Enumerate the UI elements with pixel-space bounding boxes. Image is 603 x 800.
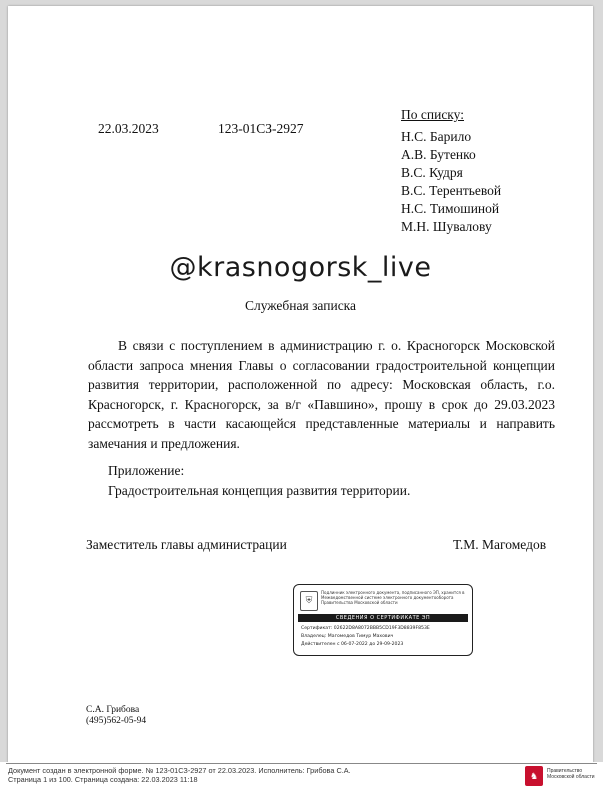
executor-phone: (495)562-05-94	[86, 716, 147, 726]
signatory-name: Т.М. Магомедов	[453, 537, 547, 552]
document-page	[8, 6, 593, 766]
signatory-position: Заместитель главы администрации	[86, 537, 287, 552]
footer-line-1: Документ создан в электронной форме. № 123-01СЗ-2927 от 22.03.2023. Исполнитель: Грибова С.А.	[8, 766, 351, 775]
executor-name: С.А. Грибова	[86, 705, 140, 715]
footer-line-2: Страница 1 из 100. Страница создана: 22.03.2023 11:18	[8, 775, 198, 784]
stamp-band-title: СВЕДЕНИЯ О СЕРТИФИКАТЕ ЭП	[298, 614, 468, 622]
addressee-list-title: По списку:	[401, 107, 464, 122]
stamp-description: Подлинник электронного документа, подписанного ЭП, хранится в Межведомственной системе электронного документооборота Правительства Московской области	[321, 590, 465, 605]
document-title: Служебная записка	[244, 298, 357, 313]
document-footer	[0, 762, 603, 800]
coat-of-arms-icon: ⛨	[300, 591, 318, 611]
stamp-certificate: Сертификат: 02622D8A8072BBB5CD19F3D8839F853E	[301, 626, 430, 631]
addressee: М.Н. Шувалову	[401, 219, 492, 234]
footer-divider	[6, 763, 597, 764]
government-label-line-2: Московской области	[547, 774, 595, 780]
stamp-validity: Действителен с 06-07-2022 до 29-09-2023	[301, 642, 404, 647]
moscow-region-emblem-icon: ♞	[525, 766, 543, 786]
memo-body: В связи с поступлением в администрацию г. о. Красногорск Московской области запроса мнения Главы о согласовании градостроительной концепции развития территории, расположенной по адресу: Московская область, г.о. Красногорск, г. Красногорск, за в/г «Павшино», прошу в срок до 29.03.2023 рассмотреть в части касающейся представленные материалы и направить замечания и предложения.	[88, 338, 555, 451]
addressee: Н.С. Тимошиной	[401, 201, 500, 216]
addressee: В.С. Терентьевой	[401, 183, 502, 198]
stamp-owner: Владелец: Магомедов Тимур Махович	[301, 634, 394, 639]
watermark-text: @krasnogorsk_live	[169, 252, 432, 283]
document-number: 123-01СЗ-2927	[218, 121, 304, 136]
addressee: А.В. Бутенко	[401, 147, 476, 162]
government-label-line-1: Правительство	[547, 768, 583, 774]
government-label	[547, 768, 595, 780]
addressee: Н.С. Барило	[401, 129, 472, 144]
addressee: В.С. Кудря	[401, 165, 463, 180]
electronic-signature-stamp	[293, 584, 473, 656]
document-date: 22.03.2023	[98, 121, 159, 136]
addressee-list	[401, 106, 501, 236]
attachment-label: Приложение:	[108, 463, 185, 478]
attachment-text: Градостроительная концепция развития территории.	[108, 483, 411, 498]
